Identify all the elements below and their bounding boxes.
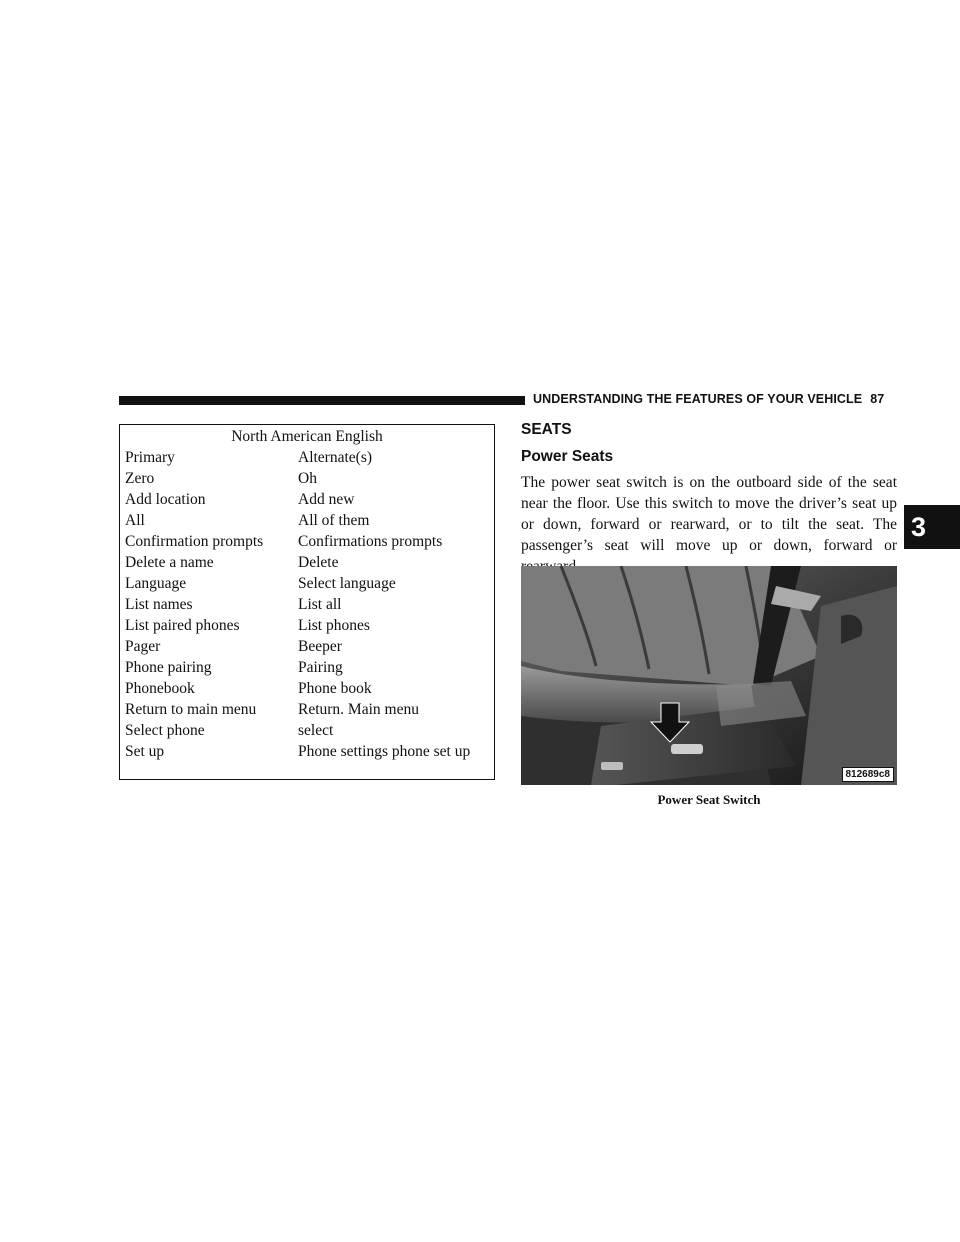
primary-cell: List paired phones xyxy=(125,617,240,634)
alternate-cell: Pairing xyxy=(298,659,343,676)
table-row xyxy=(125,596,491,617)
primary-cell: Confirmation prompts xyxy=(125,533,264,550)
alternate-cell: Beeper xyxy=(298,638,342,655)
primary-cell: Return to main menu xyxy=(125,701,257,718)
table-row xyxy=(125,743,491,764)
table-row xyxy=(125,722,491,743)
alternate-cell: Return. Main menu xyxy=(298,701,419,718)
alternate-cell: Add new xyxy=(298,491,355,508)
primary-cell: Set up xyxy=(125,743,165,760)
alternate-cell: Oh xyxy=(298,470,317,487)
primary-cell: Language xyxy=(125,575,187,592)
alternate-cell: All of them xyxy=(298,512,370,529)
table-row xyxy=(125,470,491,491)
alternate-cell: select xyxy=(298,722,334,739)
table-row xyxy=(125,533,491,554)
table-row xyxy=(125,638,491,659)
figure-caption: Power Seat Switch xyxy=(657,792,761,807)
table-row xyxy=(125,701,491,722)
alternate-cell: Select language xyxy=(298,575,396,592)
table-row xyxy=(125,491,491,512)
alternate-cell: List all xyxy=(298,596,342,613)
page-number: 87 xyxy=(870,392,885,406)
power-seat-photo xyxy=(521,566,897,785)
alternate-cell: Phone book xyxy=(298,680,372,697)
table-header-row xyxy=(125,449,491,470)
primary-cell: List names xyxy=(125,596,193,613)
primary-cell: Phone pairing xyxy=(125,659,212,676)
alternate-cell: Phone settings phone set up xyxy=(298,743,471,760)
table-row xyxy=(125,680,491,701)
voice-command-table xyxy=(119,424,495,780)
chapter-tab: 3 xyxy=(904,505,960,549)
header-rule xyxy=(119,396,525,405)
primary-cell: Select phone xyxy=(125,722,205,739)
alternate-cell: List phones xyxy=(298,617,370,634)
table-caption: North American English xyxy=(231,428,383,445)
table-row xyxy=(125,659,491,680)
seat-illustration xyxy=(521,566,897,785)
primary-cell: All xyxy=(125,512,145,529)
table-row xyxy=(125,617,491,638)
header-section-title: UNDERSTANDING THE FEATURES OF YOUR VEHICLE xyxy=(533,392,863,406)
section-title: SEATS xyxy=(521,421,572,438)
subsection-title: Power Seats xyxy=(521,448,614,465)
primary-cell: Delete a name xyxy=(125,554,214,571)
primary-cell: Pager xyxy=(125,638,161,655)
alternate-cell: Delete xyxy=(298,554,339,571)
primary-cell: Add location xyxy=(125,491,206,508)
column-header-primary: Primary xyxy=(125,449,175,466)
running-header xyxy=(533,392,884,406)
column-header-alternate: Alternate(s) xyxy=(298,449,373,466)
table-row xyxy=(125,512,491,533)
table-row xyxy=(125,554,491,575)
table-row xyxy=(125,575,491,596)
power-seats-paragraph: The power seat switch is on the outboard side of the seat near the floor. Use this switch to move the driver’s seat up or down, forward or rearward, or to tilt the seat. The passenger’s seat will move up or down, forward or xyxy=(521,474,897,554)
figure-code-label: 812689c8 xyxy=(842,767,895,782)
primary-cell: Phonebook xyxy=(125,680,195,697)
primary-cell: Zero xyxy=(125,470,155,487)
alternate-cell: Confirmations prompts xyxy=(298,533,443,550)
